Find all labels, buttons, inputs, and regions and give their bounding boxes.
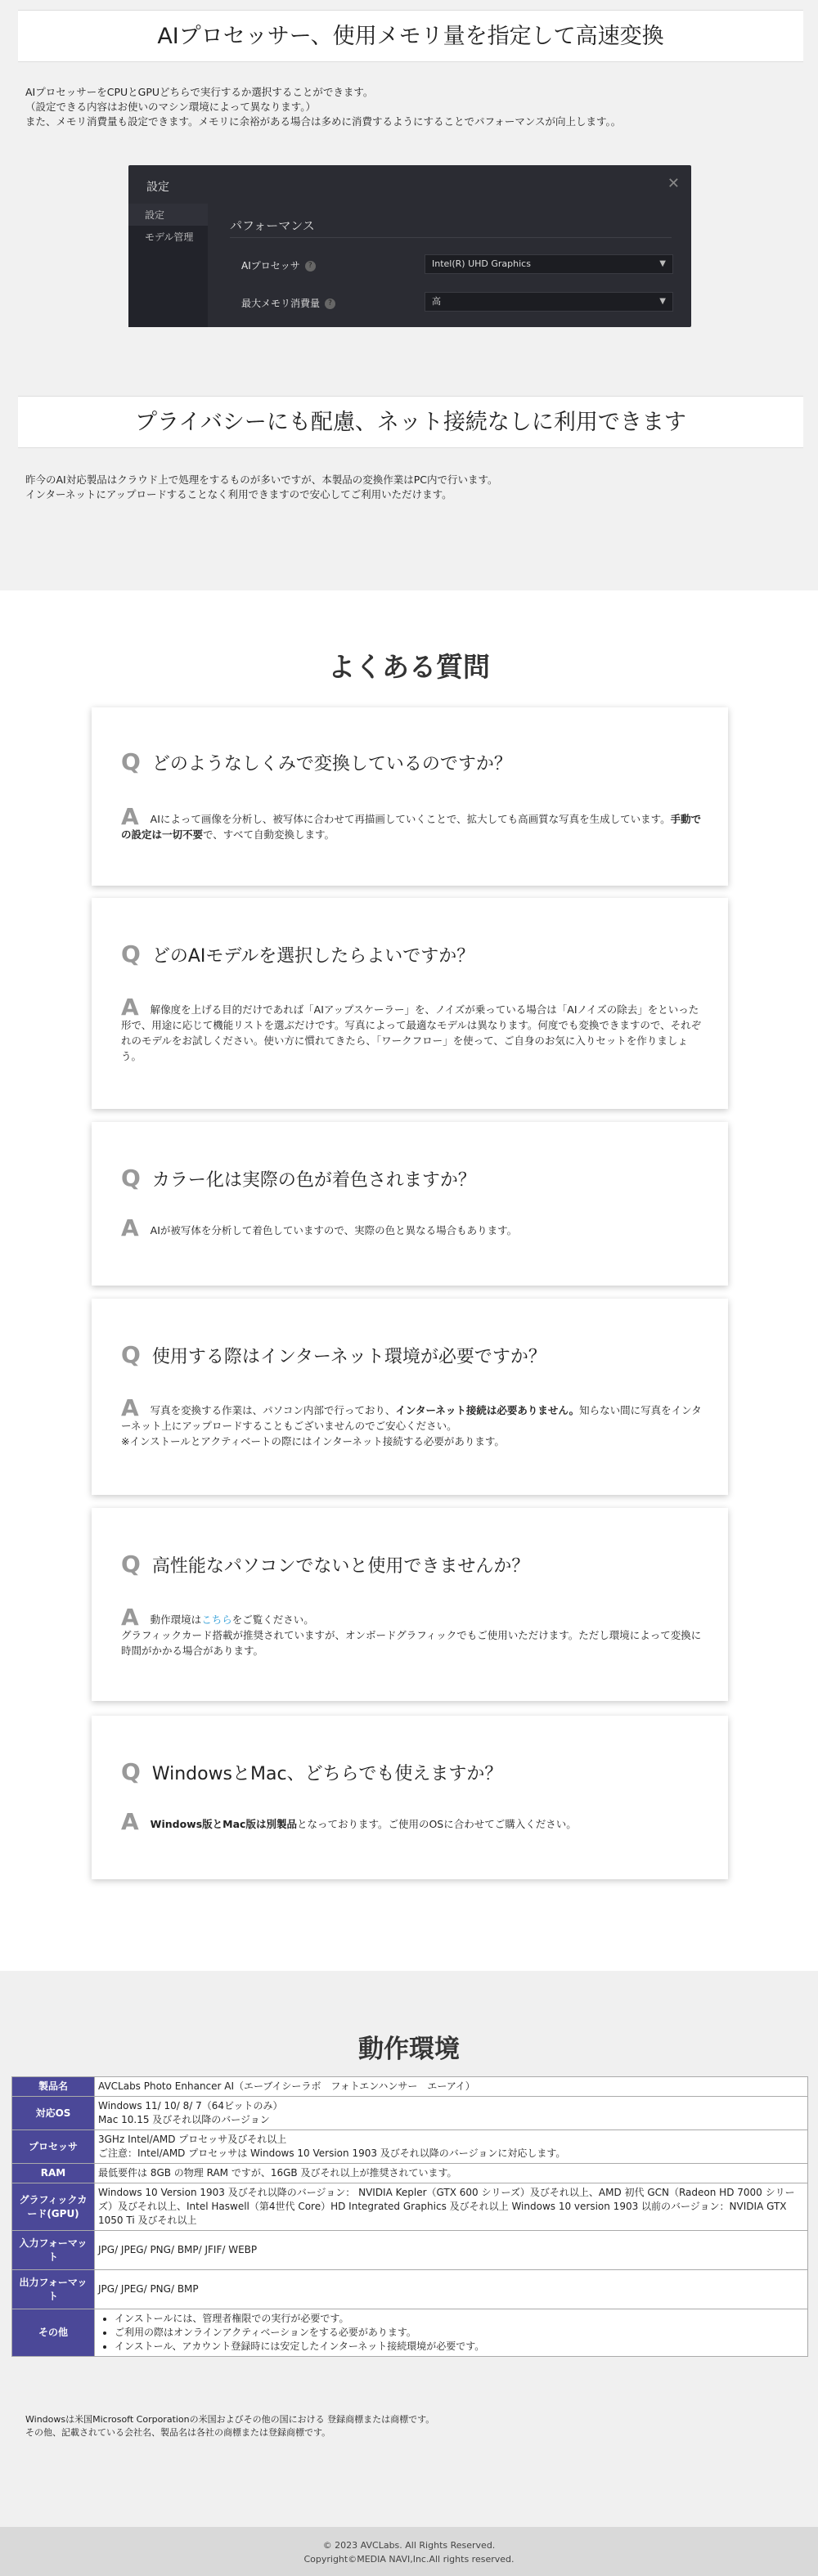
max-memory-select: 高 ▼	[425, 292, 673, 312]
faq-answer: A Windows版とMac版は別製品となっております。ご使用のOSに合わせてご購入ください。	[121, 1808, 577, 1835]
help-icon: ?	[305, 261, 316, 272]
system-requirements-heading: 動作環境	[358, 2035, 460, 2064]
section-title-ai-processor: AIプロセッサー、使用メモリ量を指定して高速変換	[18, 10, 803, 62]
faq-question: Q どのようなしくみで変換しているのですか？	[121, 748, 512, 775]
settings-window-screenshot	[128, 165, 691, 327]
table-row: その他 • インストールには、管理者権限での実行が必要です。 • ご利用の際はオンラインアクティベーションをする必要があります。 • インストール、アカウント登録時には安定したインターネット接続環境が必要です。	[12, 2309, 808, 2357]
privacy-description: 昨今のAI対応製品はクラウド上で処理をするものが多いですが、本製品の変換作業はPC内で行います。 インターネットにアップロードすることなく利用できますので安心してご利用いただけます。	[25, 473, 498, 500]
faq-item	[92, 898, 728, 1109]
trademark-notes: Windowsは米国Microsoft Corporationの米国およびその他の国における 登録商標または商標です。 その他、記載されている会社名、製品名は各社の商標または登録商標です。	[25, 2414, 435, 2438]
faq-item	[92, 1508, 728, 1701]
footer	[0, 2527, 818, 2576]
faq-heading: よくある質問	[328, 651, 490, 683]
sidebar-item-settings: 設定	[128, 204, 208, 226]
system-requirements-table	[11, 2076, 808, 2357]
table-row: プロセッサ 3GHz Intel/AMD プロセッサ及びそれ以上 ご注意：Intel/AMD プロセッサは Windows 10 Version 1903 及びそれ以降のバージョンに対応します。	[12, 2130, 808, 2164]
table-row: 出力フォーマット JPG/ JPEG/ PNG/ BMP	[12, 2270, 808, 2309]
faq-question: Q 使用する際はインターネット環境が必要ですか？	[121, 1341, 546, 1368]
faq-answer: A 解像度を上げる目的だけであれば「AIアップスケーラー」を、ノイズが乗っている場合は「AIノイズの除去」をといった形で、用途に応じて機能リストを選ぶだけです。写真によって最適なモデルは異なります。何度でも変換できますので、それぞれのモデルをお試しください。使い方に慣れてきたら、「ワークフロー」を使って、ご自身のお気に入りセットを作りましょう。	[121, 994, 702, 1062]
ai-processor-select: Intel(R) UHD Graphics ▼	[425, 254, 673, 274]
faq-item	[92, 1299, 728, 1495]
sidebar-item-model-management: モデル管理	[145, 231, 194, 243]
faq-item	[92, 1122, 728, 1286]
faq-answer: A 写真を変換する作業は、パソコン内部で行っており、インターネット接続は必要ありません。知らない間に写真をインターネット上にアップロードすることもございませんのでご安心ください。 ※インストールとアクティベートの際にはインターネット接続する必要があります。	[121, 1394, 702, 1447]
help-icon: ?	[325, 298, 335, 309]
max-memory-label: 最大メモリ消費量 ?	[241, 296, 335, 310]
table-row: RAM 最低要件は 8GB の物理 RAM ですが、16GB 及びそれ以上が推奨されています。	[12, 2164, 808, 2183]
faq-section	[0, 590, 818, 1971]
table-row: 製品名 AVCLabs Photo Enhancer AI（エーブイシーラボ フォトエンハンサー エーアイ）	[12, 2077, 808, 2097]
close-icon: ✕	[667, 175, 680, 192]
system-requirements-link[interactable]: こちら	[201, 1613, 232, 1626]
settings-window-title: 設定	[146, 181, 169, 194]
performance-heading: パフォーマンス	[230, 218, 315, 233]
table-row: 入力フォーマット JPG/ JPEG/ PNG/ BMP/ JFIF/ WEBP	[12, 2231, 808, 2270]
faq-item	[92, 1716, 728, 1879]
faq-item	[92, 707, 728, 886]
system-requirements-section	[0, 1971, 818, 2527]
divider	[230, 237, 672, 238]
faq-question: Q 高性能なパソコンでないと使用できませんか？	[121, 1551, 530, 1577]
faq-question: Q カラー化は実際の色が着色されますか？	[121, 1165, 476, 1192]
table-row: グラフィックカード(GPU) Windows 10 Version 1903 及びそれ以降のバージョン： NVIDIA Kepler（GTX 600 シリーズ）及びそれ以上、AMD 初代 GCN（Radeon HD 7000 シリーズ）及びそれ以上、Intel Haswell（第4世代 Core）HD Integrated Graphics 及びそれ以上 Windows 10 version 1903 以前のバージョン：NVIDIA GTX 1050 Ti 及びそれ以上	[12, 2183, 808, 2231]
table-row: 対応OS Windows 11/ 10/ 8/ 7（64ビットのみ） Mac 10.15 及びそれ以降のバージョン	[12, 2097, 808, 2130]
copyright-medianavi: Copyright©MEDIA NAVI,Inc.All rights reserved.	[303, 2554, 515, 2565]
features-section	[0, 0, 818, 590]
faq-question: Q WindowsとMac、どちらでも使えますか？	[121, 1758, 503, 1785]
faq-answer: A AIが被写体を分析して着色していますので、実際の色と異なる場合もあります。	[121, 1214, 518, 1241]
ai-processor-description: AIプロセッサーをCPUとGPUどちらで実行するか選択することができます。 （設定できる内容はお使いのマシン環境によって異なります。） また、メモリ消費量も設定できます。メモリに余裕がある場合は多めに消費するようにすることでパフォーマンスが向上します。。	[25, 86, 622, 128]
settings-sidebar	[128, 204, 208, 327]
chevron-down-icon: ▼	[659, 297, 666, 306]
section-title-privacy: プライバシーにも配慮、ネット接続なしに利用できます	[18, 396, 803, 448]
faq-question: Q どのAIモデルを選択したらよいですか？	[121, 940, 475, 967]
other-requirements-list: • インストールには、管理者権限での実行が必要です。 • ご利用の際はオンラインアクティベーションをする必要があります。 • インストール、アカウント登録時には安定したインターネット接続環境が必要です。	[115, 2312, 804, 2354]
faq-answer: A AIによって画像を分析し、被写体に合わせて再描画していくことで、拡大しても高画質な写真を生成しています。手動での設定は一切不要で、すべて自動変換します。	[121, 803, 702, 841]
chevron-down-icon: ▼	[659, 259, 666, 268]
copyright-avclabs: © 2023 AVCLabs. All Rights Reserved.	[322, 2540, 496, 2551]
faq-answer: A 動作環境はこちらをご覧ください。 グラフィックカード搭載が推奨されていますが、オンボードグラフィックでもご使用いただけます。ただし環境によって変換に時間がかかる場合があります。	[121, 1604, 702, 1657]
ai-processor-label: AIプロセッサ ?	[241, 258, 316, 272]
